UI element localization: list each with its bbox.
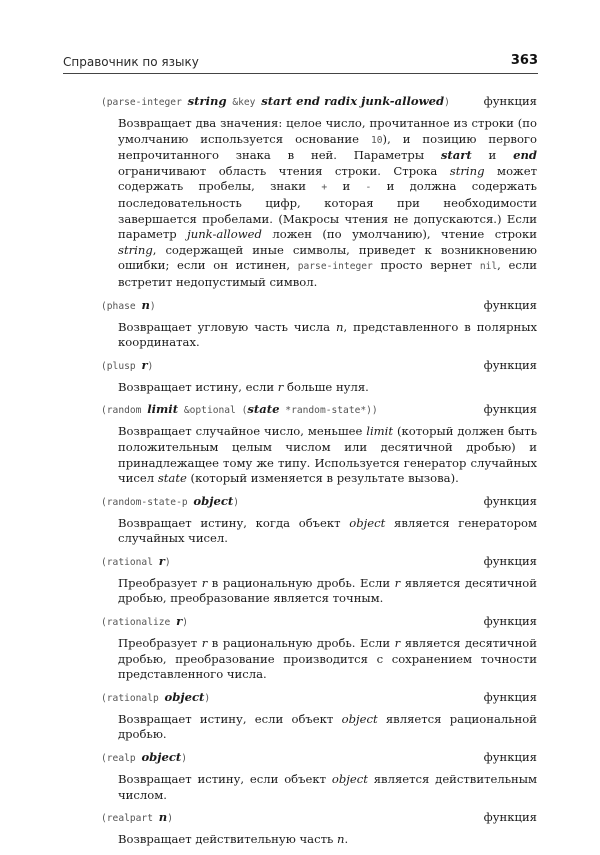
function-signature <box>101 554 537 573</box>
text-run: является действительным числом. <box>118 772 537 802</box>
text-run: Преобразует <box>118 575 202 590</box>
italic-term: object <box>331 772 368 787</box>
text-run: (который изменяется в результате вызова). <box>186 471 459 486</box>
text-run: Возвращает истину, если <box>118 379 278 394</box>
function-entry <box>101 358 537 396</box>
signature-text <box>101 358 153 372</box>
code-fragment: - <box>365 182 372 194</box>
text-run: может содержать пробелы, знаки <box>118 163 537 194</box>
argument: n <box>141 297 150 312</box>
code-fragment: ) <box>233 496 240 508</box>
code-fragment: ) <box>147 360 154 372</box>
text-run: является десятичной дробью, преобразование является точным. <box>118 575 537 606</box>
signature-text <box>101 94 450 108</box>
signature-text <box>101 750 187 764</box>
text-run: и должна содержать последовательность цифр, которая при необходимости завершается пробелами. (Макросы чтения не допускаются.) Если параметр <box>118 179 537 242</box>
code-fragment: *random-state*)) <box>279 405 378 417</box>
argument: string <box>187 94 227 108</box>
code-fragment: ) <box>149 300 156 312</box>
text-run: ), и позицию первого непрочитанного знака в ней. Параметры <box>118 131 537 163</box>
code-fragment: ) <box>204 692 211 704</box>
text-run: , если встретит недопустимый символ. <box>118 258 537 289</box>
function-entry <box>101 554 537 607</box>
italic-term: object <box>341 711 378 726</box>
signature-text <box>101 690 210 704</box>
entry-kind: функция <box>483 402 537 417</box>
entry-kind: функция <box>483 357 537 372</box>
signature-text <box>101 614 188 628</box>
function-signature <box>101 810 537 829</box>
function-entry <box>101 298 537 351</box>
text-run: Возвращает истину, если объект <box>118 772 332 787</box>
text-run: в рациональную дробь. Если <box>207 636 395 651</box>
argument: object <box>193 493 234 508</box>
text-run: Возвращает действительную часть <box>118 832 337 847</box>
italic-term: object <box>349 515 386 530</box>
function-entry <box>101 94 537 291</box>
signature-text <box>101 402 378 416</box>
page-number: 363 <box>510 53 538 68</box>
text-run: является генератором случайных чисел. <box>118 515 537 546</box>
argument: n <box>158 810 168 825</box>
code-fragment: (phase <box>101 300 142 312</box>
text-run: просто вернет <box>372 258 480 273</box>
italic-term: junk-allowed <box>187 227 262 242</box>
signature-text <box>101 810 173 824</box>
argument: state <box>247 402 280 417</box>
italic-term: r <box>201 636 208 651</box>
code-fragment: (random <box>101 405 148 417</box>
entry-kind: функция <box>483 689 537 704</box>
code-fragment: (rationalize <box>101 617 177 629</box>
italic-term: n <box>337 832 345 847</box>
argument: limit <box>147 402 179 417</box>
function-signature <box>101 494 537 513</box>
code-fragment: parse-integer <box>297 261 373 273</box>
function-description <box>118 576 537 607</box>
code-fragment: ) <box>444 97 450 108</box>
code-fragment: nil <box>479 261 498 273</box>
code-fragment: ) <box>164 556 171 568</box>
italic-term: r <box>394 575 401 590</box>
italic-term: state <box>157 471 187 486</box>
code-fragment: (realp <box>101 753 142 765</box>
function-entry <box>101 690 537 743</box>
function-description <box>118 636 537 683</box>
signature-text <box>101 298 156 312</box>
text-run: ложен (по умолчанию), чтение строки <box>261 227 538 242</box>
argument: object <box>141 750 182 765</box>
text-run: Возвращает истину, когда объект <box>118 515 350 530</box>
function-entry <box>101 614 537 683</box>
text-run: ограничивают область чтения строки. Строка <box>118 163 450 178</box>
function-entry <box>101 810 537 848</box>
entry-kind: функция <box>483 493 537 508</box>
function-signature <box>101 358 537 377</box>
entry-kind: функция <box>483 553 537 568</box>
code-fragment: 10 <box>370 134 383 146</box>
function-description <box>118 320 537 351</box>
function-entry <box>101 402 537 486</box>
argument: r <box>141 357 148 372</box>
signature-text <box>101 494 239 508</box>
text-run: является десятичной дробью, преобразование производится с сохранением точности представленного числа. <box>118 636 537 682</box>
italic-term: limit <box>366 424 394 439</box>
function-signature <box>101 690 537 709</box>
code-fragment: &key <box>226 97 262 108</box>
function-description <box>118 424 537 486</box>
argument: r <box>158 553 165 568</box>
function-signature <box>101 94 537 113</box>
italic-term: r <box>277 379 284 394</box>
function-description <box>118 116 537 291</box>
function-description <box>118 516 537 547</box>
function-description <box>118 380 537 396</box>
code-fragment: + <box>321 182 328 194</box>
reference-entries <box>101 94 537 855</box>
text-run: . <box>344 832 349 847</box>
function-entry <box>101 750 537 803</box>
code-fragment: (realpart <box>101 813 159 825</box>
function-description <box>118 772 537 803</box>
code-fragment: (rationalp <box>101 692 165 704</box>
code-fragment: (rational <box>101 556 159 568</box>
italic-term: r <box>201 575 208 590</box>
code-fragment: ) <box>181 753 188 765</box>
code-fragment: (plusp <box>101 360 142 372</box>
function-signature <box>101 298 537 317</box>
text-run: в рациональную дробь. Если <box>207 575 395 590</box>
argument: r <box>176 614 183 629</box>
function-signature <box>101 402 537 421</box>
code-fragment: ) <box>182 617 188 629</box>
function-description <box>118 712 537 743</box>
argument: start end radix junk-allowed <box>261 94 445 108</box>
entry-kind: функция <box>483 810 537 825</box>
entry-kind: функция <box>483 750 537 765</box>
code-fragment: &optional ( <box>178 405 248 417</box>
text-run: Возвращает два значения: целое число, прочитанное из строки (по умолчанию используется основание <box>118 116 537 146</box>
text-run: (который должен быть положительным целым числом или десятичной дробью) и принадлежащее тому же типу. Используется генератор случайных чисел <box>118 424 538 486</box>
text-run: , содержащей иные символы, приведет к возникновению ошибки; если он истинен, <box>118 242 537 273</box>
page-header <box>63 53 538 74</box>
entry-kind: функция <box>483 614 537 629</box>
italic-term: string <box>118 242 153 257</box>
bold-italic-term: end <box>513 148 537 163</box>
argument: object <box>164 689 205 704</box>
text-run: является рациональной дробью. <box>118 711 537 742</box>
function-description <box>118 832 537 848</box>
text-run: и <box>471 148 514 163</box>
text-run: и <box>327 179 366 194</box>
entry-kind: функция <box>483 297 537 312</box>
entry-kind: функция <box>483 94 537 108</box>
code-fragment: (random-state-p <box>101 496 194 508</box>
text-run: Возвращает угловую часть числа <box>118 319 337 334</box>
code-fragment: ) <box>167 813 173 825</box>
code-fragment: (parse-integer <box>101 97 188 108</box>
running-title: Справочник по языку <box>63 55 199 69</box>
text-run: больше нуля. <box>283 379 369 394</box>
italic-term: n <box>336 319 344 334</box>
text-run: , представленного в полярных координатах. <box>118 319 537 350</box>
function-entry <box>101 494 537 547</box>
function-signature <box>101 614 537 633</box>
bold-italic-term: start <box>440 148 472 163</box>
italic-term: string <box>449 163 485 178</box>
signature-text <box>101 554 171 568</box>
text-run: Возвращает случайное число, меньшее <box>118 424 367 439</box>
italic-term: r <box>394 636 401 651</box>
function-signature <box>101 750 537 769</box>
text-run: Преобразует <box>118 636 202 651</box>
text-run: Возвращает истину, если объект <box>118 711 342 726</box>
